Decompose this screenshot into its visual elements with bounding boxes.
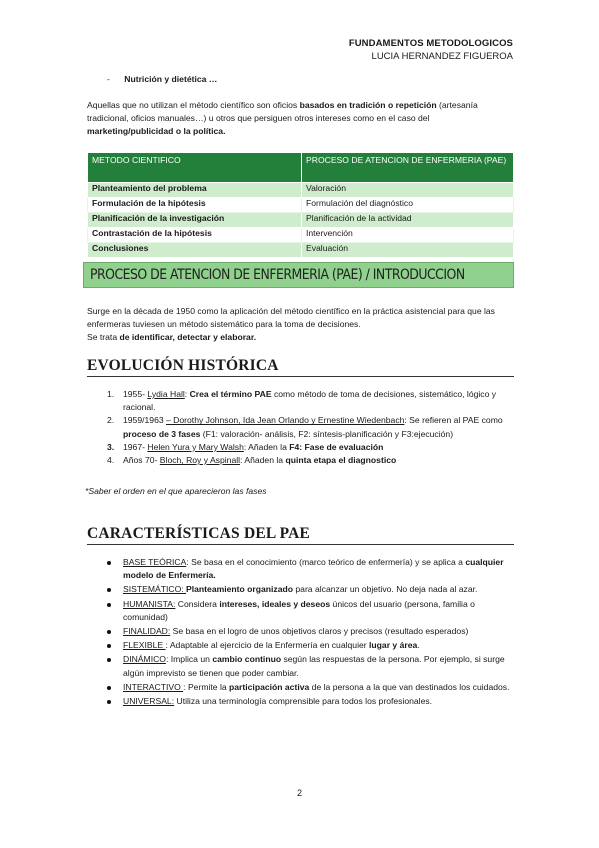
list-item: [107, 388, 519, 414]
intro2-text: Se trata: [87, 332, 120, 343]
evolucion-list: [107, 388, 519, 467]
intro-paragraph: [87, 99, 517, 139]
section-divider: [87, 544, 514, 545]
item-underlined: BASE TEÓRICA: [123, 557, 187, 567]
item-text: : Implica un: [165, 654, 213, 665]
dash: -: [107, 74, 110, 84]
item-text: 1967-: [123, 441, 148, 452]
intro-text-2: (artesanía tradicional, oficios manuales…) u otros que persiguen otros intereses como en el caso del: [87, 100, 478, 124]
caracteristicas-heading: CARACTERÍSTICAS DEL PAE: [87, 525, 311, 542]
item-bold: quinta etapa el diagnostico: [285, 455, 397, 466]
section-banner: [83, 262, 514, 288]
list-item: [107, 556, 519, 582]
item-underlined: Bloch, Roy y Aspinall: [159, 455, 241, 466]
list-item: [107, 414, 519, 440]
item-bold: cambio continuo: [212, 654, 282, 665]
item-text: de la persona a la que van destinados los cuidados.: [309, 681, 510, 692]
item-text: : Permite la: [183, 681, 230, 692]
table-cell: Valoración: [302, 183, 514, 198]
item-text: para alcanzar un objetivo. No deja nada al azar.: [293, 584, 478, 595]
table-cell: Conclusiones: [88, 243, 302, 258]
item-text: : Se basa en el conocimiento (marco teórico de enfermería) y se aplica a: [186, 557, 466, 567]
bullet-icon: [107, 561, 111, 565]
item-text: Años 70-: [123, 455, 160, 466]
item-bold: lugar y área: [369, 640, 418, 651]
item-underlined: Lydia Hall: [147, 389, 185, 399]
table-cell: Planteamiento del problema: [88, 183, 302, 198]
item-text: .: [417, 640, 420, 651]
item-text: únicos del usuario (persona, familia o comunidad): [123, 598, 475, 622]
list-item: [107, 639, 519, 652]
intro-bold: basados en tradición o repetición: [299, 100, 437, 110]
item-text: : Añaden la: [243, 441, 290, 452]
item-text: Considera: [175, 598, 220, 609]
item-bold: cualquier modelo de Enfermería.: [123, 557, 504, 581]
intro2-line: Surge en la década de 1950 como la aplicación del método científico en la práctica asistencial para que las enfermeras tuviesen un método sistemático para la toma de decisiones.: [87, 306, 495, 330]
item-underlined: FLEXIBLE: [123, 640, 166, 651]
list-item: [107, 598, 519, 624]
item-underlined: DINÁMICO: [123, 654, 166, 665]
table-cell: Evaluación: [302, 243, 514, 258]
table-cell: Contrastación de la hipótesis: [88, 228, 302, 243]
item-text: según las respuestas de la persona. Por ejemplo, si surge algún imprevisto se tienen que poder cambiar.: [123, 654, 505, 678]
top-list-item-text: Nutrición y dietética …: [124, 74, 218, 84]
caracteristicas-list: [107, 556, 519, 709]
item-text: 1959/1963: [123, 415, 167, 426]
bullet-icon: [107, 630, 111, 634]
table-row: [88, 183, 514, 198]
item-text: 1955-: [123, 389, 148, 399]
intro-text: Aquellas que no utilizan el método científico son oficios: [87, 100, 300, 110]
list-number: 2.: [107, 415, 115, 426]
item-bold: intereses, ideales y deseos: [219, 598, 331, 609]
item-underlined: SISTEMÁTICO:: [123, 584, 187, 595]
item-bold: participación activa: [229, 681, 310, 692]
intro-bold-2: marketing/publicidad o la política.: [87, 126, 226, 137]
section-divider: [87, 376, 514, 377]
item-text: :: [184, 389, 190, 399]
list-item: [107, 681, 519, 694]
page-number: 2: [296, 788, 302, 798]
list-item: [107, 441, 519, 454]
table-header-cell: METODO CIENTIFICO: [88, 153, 302, 183]
item-underlined: – Dorothy Johnson, Ida Jean Orlando y Ernestine Wiedenbach: [166, 415, 405, 426]
table-cell: Planificación de la investigación: [88, 213, 302, 228]
item-text: Utiliza una terminología comprensible para todos los profesionales.: [174, 696, 433, 707]
item-underlined: UNIVERSAL:: [123, 696, 175, 707]
bullet-icon: [107, 644, 111, 648]
table-cell: Planificación de la actividad: [302, 213, 514, 228]
top-list-item: [107, 73, 217, 86]
list-number: 1.: [107, 389, 115, 399]
document-author: LUCIA HERNANDEZ FIGUEROA: [371, 51, 513, 62]
document-title: FUNDAMENTOS METODOLOGICOS: [348, 38, 513, 49]
item-bold: Crea el término PAE: [189, 389, 272, 399]
item-text: como método de toma de decisiones, sistemático, lógico y racional.: [123, 389, 497, 413]
item-text: : Adaptable al ejercicio de la Enfermería en cualquier: [165, 640, 370, 651]
banner-title: PROCESO DE ATENCION DE ENFERMERIA (PAE) / INTRODUCCION: [90, 267, 465, 283]
item-text: : Añaden la: [240, 455, 286, 466]
table-cell: Formulación del diagnóstico: [302, 198, 514, 213]
item-underlined: HUMANISTA:: [123, 598, 176, 609]
table-cell: Formulación de la hipótesis: [88, 198, 302, 213]
table-row: [88, 228, 514, 243]
table-row: [88, 243, 514, 258]
item-underlined: Helen Yura y Mary Walsh: [147, 441, 244, 452]
table-cell: Intervención: [302, 228, 514, 243]
bullet-icon: [107, 658, 111, 662]
table-row: [88, 198, 514, 213]
bullet-icon: [107, 588, 111, 592]
list-item: [107, 653, 519, 679]
evolucion-note: *Saber el orden en el que aparecieron las fases: [85, 486, 267, 496]
evolucion-heading: EVOLUCIÓN HISTÓRICA: [87, 357, 279, 374]
item-bold: F4: Fase de evaluación: [289, 441, 384, 452]
method-comparison-table: [87, 152, 514, 258]
bullet-icon: [107, 603, 111, 607]
list-item: [107, 583, 519, 596]
item-bold: Planteamiento organizado: [186, 584, 293, 595]
intro2-paragraph: [87, 305, 519, 345]
item-bold: proceso de 3 fases: [123, 428, 201, 439]
intro2-line-2: [87, 331, 519, 344]
bullet-icon: [107, 700, 111, 704]
list-item: [107, 454, 519, 467]
table-header-row: [88, 153, 514, 183]
list-item: [107, 625, 519, 638]
item-text: (F1: valoración- análisis, F2: síntesis-planificación y F3:ejecución): [200, 428, 454, 439]
table-header-cell: PROCESO DE ATENCION DE ENFERMERIA (PAE): [302, 153, 514, 183]
item-underlined: FINALIDAD:: [123, 626, 171, 637]
item-text: Se basa en el logro de unos objetivos claros y precisos (resultado esperados): [170, 626, 469, 637]
list-number: 3.: [107, 441, 115, 452]
bullet-icon: [107, 686, 111, 690]
list-item: [107, 695, 519, 708]
intro2-bold: de identificar, detectar y elaborar.: [119, 332, 257, 343]
table-row: [88, 213, 514, 228]
item-underlined: INTERACTIVO: [123, 681, 184, 692]
list-number: 4.: [107, 455, 115, 466]
item-text: : Se refieren al PAE como: [404, 415, 503, 426]
